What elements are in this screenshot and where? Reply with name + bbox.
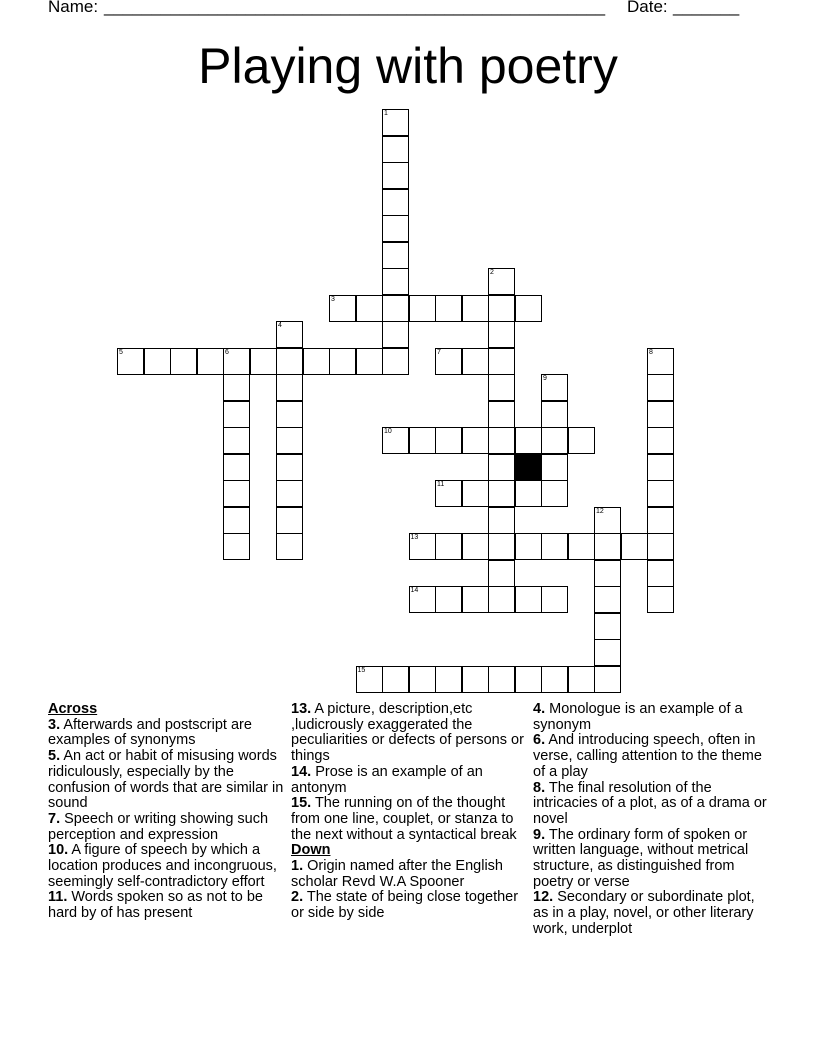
crossword-cell[interactable]	[329, 348, 356, 375]
clue-text: Words spoken so as not to be hard by of has present	[48, 889, 263, 922]
clue-item	[48, 812, 288, 843]
crossword-cell[interactable]	[462, 295, 489, 322]
crossword-cell[interactable]	[541, 533, 568, 560]
crossword-cell[interactable]	[594, 507, 621, 534]
crossword-cell[interactable]	[303, 348, 330, 375]
crossword-cell[interactable]	[223, 533, 250, 560]
crossword-cell[interactable]	[276, 507, 303, 534]
crossword-cell[interactable]	[515, 427, 542, 454]
crossword-cell[interactable]	[488, 586, 515, 613]
date-field[interactable]: _______	[673, 0, 740, 16]
clue-number-label: 9.	[533, 826, 546, 843]
crossword-cell[interactable]	[462, 586, 489, 613]
crossword-cell[interactable]	[541, 401, 568, 428]
clue-number-label: 5.	[48, 748, 61, 765]
clue-text: The final resolution of the intricacies of a plot, as of a drama or novel	[533, 779, 767, 827]
clue-number-label: 13.	[291, 701, 312, 717]
crossword-cell[interactable]	[382, 348, 409, 375]
crossword-cell[interactable]	[117, 348, 144, 375]
crossword-cell[interactable]	[462, 480, 489, 507]
clue-text: A figure of speech by which a location produces and incongruous, seemingly self-contradictory effort	[48, 842, 277, 890]
clue-number: 8	[649, 348, 653, 356]
section-heading-down: Down	[291, 842, 331, 859]
crossword-cell[interactable]	[382, 268, 409, 295]
crossword-cell[interactable]	[541, 374, 568, 401]
clue-text: And introducing speech, often in verse, calling attention to the theme of a play	[533, 732, 762, 780]
crossword-cell[interactable]	[223, 454, 250, 481]
clue-number: 10	[384, 428, 392, 435]
clue-number: 1	[384, 110, 388, 117]
crossword-cell[interactable]	[488, 533, 515, 560]
clue-number: 11	[437, 481, 445, 488]
crossword-cell[interactable]	[647, 560, 674, 587]
crossword-cell[interactable]	[462, 348, 489, 375]
crossword-cell[interactable]	[488, 427, 515, 454]
crossword-cell[interactable]	[276, 321, 303, 348]
clue-number: 2	[490, 269, 494, 276]
crossword-cell[interactable]	[488, 560, 515, 587]
crossword-cell[interactable]	[435, 533, 462, 560]
crossword-cell[interactable]	[488, 480, 515, 507]
crossword-cell[interactable]	[488, 401, 515, 428]
crossword-cell[interactable]	[409, 427, 436, 454]
clues-column-2	[291, 702, 531, 922]
date-label: Date:	[627, 0, 668, 16]
crossword-cell[interactable]	[382, 109, 409, 136]
clue-number-label: 15.	[291, 795, 312, 812]
crossword-cell[interactable]	[462, 533, 489, 560]
crossword-cell[interactable]	[223, 348, 250, 375]
crossword-cell[interactable]	[223, 374, 250, 401]
clue-text: Speech or writing showing such perception and expression	[48, 810, 269, 843]
crossword-cell[interactable]	[276, 401, 303, 428]
page-title: Playing with poetry	[198, 38, 618, 94]
crossword-cell[interactable]	[382, 242, 409, 269]
crossword-cell[interactable]	[515, 533, 542, 560]
crossword-cell[interactable]	[647, 374, 674, 401]
clue-text: The running on of the thought from one line, couplet, or stanza to the next without a syntactical break	[291, 795, 517, 843]
crossword-cell[interactable]	[409, 533, 436, 560]
crossword-cell[interactable]	[276, 454, 303, 481]
clue-number: 9	[543, 375, 547, 382]
clue-number-label: 14.	[291, 763, 312, 780]
crossword-cell[interactable]	[541, 454, 568, 481]
clue-item	[48, 718, 288, 749]
clues-column-3	[533, 702, 773, 938]
section-heading-across: Across	[48, 701, 98, 717]
crossword-cell[interactable]	[515, 480, 542, 507]
crossword-cell[interactable]	[488, 666, 515, 693]
crossword-cell[interactable]	[223, 480, 250, 507]
crossword-cell[interactable]	[568, 666, 595, 693]
crossword-cell[interactable]	[594, 586, 621, 613]
crossword-cell[interactable]	[435, 586, 462, 613]
clue-item	[291, 859, 531, 890]
crossword-cell[interactable]	[223, 427, 250, 454]
crossword-cell[interactable]	[647, 480, 674, 507]
clue-item	[48, 890, 288, 921]
clue-text: Afterwards and postscript are examples of synonyms	[48, 716, 252, 749]
clue-text: A picture, description,etc ,ludicrously exaggerated the peculiarities or defects of persons or things	[291, 701, 524, 765]
crossword-cell[interactable]	[276, 348, 303, 375]
name-label: Name:	[48, 0, 99, 16]
clues-column-1	[48, 702, 288, 922]
clue-item	[533, 781, 773, 828]
clue-number-label: 10.	[48, 842, 69, 859]
crossword-cell[interactable]	[356, 295, 383, 322]
crossword-cell[interactable]	[223, 401, 250, 428]
crossword-cell[interactable]	[488, 321, 515, 348]
clue-text: Prose is an example of an antonym	[291, 763, 483, 796]
crossword-cell[interactable]	[409, 295, 436, 322]
clue-item	[48, 843, 288, 890]
crossword-cell[interactable]	[276, 533, 303, 560]
crossword-cell[interactable]	[647, 427, 674, 454]
clue-item	[291, 702, 531, 765]
crossword-cell[interactable]	[435, 480, 462, 507]
crossword-cell[interactable]	[621, 533, 648, 560]
clue-item	[533, 733, 773, 780]
crossword-cell[interactable]	[647, 507, 674, 534]
clue-item	[291, 765, 531, 796]
clue-number-label: 6.	[533, 732, 546, 749]
clue-number-label: 12.	[533, 889, 554, 906]
crossword-cell[interactable]	[515, 666, 542, 693]
clue-item	[291, 890, 531, 921]
crossword-cell[interactable]	[144, 348, 171, 375]
crossword-cell[interactable]	[594, 666, 621, 693]
crossword-cell[interactable]	[541, 427, 568, 454]
crossword-cell[interactable]	[541, 480, 568, 507]
crossword-cell[interactable]	[276, 374, 303, 401]
crossword-cell[interactable]	[382, 136, 409, 163]
crossword-cell[interactable]	[435, 295, 462, 322]
crossword-cell[interactable]	[488, 348, 515, 375]
crossword-cell[interactable]	[382, 295, 409, 322]
crossword-cell[interactable]	[594, 639, 621, 666]
crossword-cell[interactable]	[594, 613, 621, 640]
crossword-cell[interactable]	[435, 666, 462, 693]
crossword-cell[interactable]	[170, 348, 197, 375]
crossword-black-cell	[515, 454, 542, 481]
clue-number: 13	[410, 534, 419, 541]
clue-number: 5	[119, 348, 123, 356]
crossword-cell[interactable]	[382, 162, 409, 189]
clue-number-label: 11.	[48, 889, 68, 906]
clue-number: 14	[410, 587, 419, 594]
crossword-cell[interactable]	[488, 268, 515, 295]
crossword-cell[interactable]	[541, 586, 568, 613]
clue-text: Secondary or subordinate plot, as in a play, novel, or other literary work, underplot	[533, 889, 755, 937]
crossword-cell[interactable]	[382, 189, 409, 216]
clue-number-label: 2.	[291, 889, 304, 906]
crossword-cell[interactable]	[647, 533, 674, 560]
clue-item	[533, 890, 773, 937]
clue-number-label: 4.	[533, 701, 546, 717]
crossword-cell[interactable]	[356, 666, 383, 693]
crossword-cell[interactable]	[515, 586, 542, 613]
crossword-cell[interactable]	[197, 348, 224, 375]
crossword-cell[interactable]	[488, 507, 515, 534]
crossword-cell[interactable]	[594, 533, 621, 560]
clue-item	[291, 796, 531, 843]
clue-text: Monologue is an example of a synonym	[533, 701, 743, 733]
crossword-cell[interactable]	[647, 454, 674, 481]
crossword-cell[interactable]	[541, 666, 568, 693]
clue-number: 12	[596, 507, 604, 515]
clue-text: The state of being close together or side by side	[291, 889, 519, 922]
crossword-cell[interactable]	[382, 427, 409, 454]
clue-text: Origin named after the English scholar Revd W.A Spooner	[291, 858, 503, 890]
crossword-cell[interactable]	[382, 321, 409, 348]
crossword-cell[interactable]	[647, 586, 674, 613]
clue-number: 4	[278, 322, 282, 329]
crossword-cell[interactable]	[568, 533, 595, 560]
clue-item	[48, 749, 288, 812]
clue-number-label: 8.	[533, 779, 546, 796]
crossword-cell[interactable]	[409, 666, 436, 693]
crossword-cell[interactable]	[488, 374, 515, 401]
crossword-cell[interactable]	[647, 401, 674, 428]
crossword-cell[interactable]	[515, 295, 542, 322]
clue-number-label: 3.	[48, 716, 61, 733]
crossword-cell[interactable]	[647, 348, 674, 375]
crossword-cell[interactable]	[488, 454, 515, 481]
crossword-cell[interactable]	[329, 295, 356, 322]
crossword-cell[interactable]	[276, 480, 303, 507]
name-field[interactable]: _____________________________________________________	[104, 0, 606, 16]
crossword-cell[interactable]	[594, 560, 621, 587]
clue-text: The ordinary form of spoken or written language, without metrical structure, as distinguished from poetry or verse	[533, 826, 749, 890]
clue-item	[533, 828, 773, 891]
crossword-cell[interactable]	[462, 666, 489, 693]
crossword-cell[interactable]	[223, 507, 250, 534]
crossword-cell[interactable]	[488, 295, 515, 322]
crossword-cell[interactable]	[568, 427, 595, 454]
crossword-cell[interactable]	[435, 348, 462, 375]
clue-item	[533, 702, 773, 733]
clue-number-label: 7.	[48, 810, 61, 827]
crossword-cell[interactable]	[462, 427, 489, 454]
clue-number: 6	[225, 348, 229, 356]
crossword-cell[interactable]	[276, 427, 303, 454]
crossword-cell[interactable]	[409, 586, 436, 613]
crossword-cell[interactable]	[250, 348, 277, 375]
clue-text: An act or habit of misusing words ridiculously, especially by the confusion of words that are similar in sound	[48, 748, 284, 812]
crossword-cell[interactable]	[382, 215, 409, 242]
clue-number-label: 1.	[291, 858, 304, 875]
crossword-cell[interactable]	[356, 348, 383, 375]
crossword-cell[interactable]	[382, 666, 409, 693]
crossword-cell[interactable]	[435, 427, 462, 454]
clue-number: 7	[437, 348, 441, 356]
clue-number: 15	[357, 666, 366, 674]
clue-number: 3	[331, 295, 335, 303]
